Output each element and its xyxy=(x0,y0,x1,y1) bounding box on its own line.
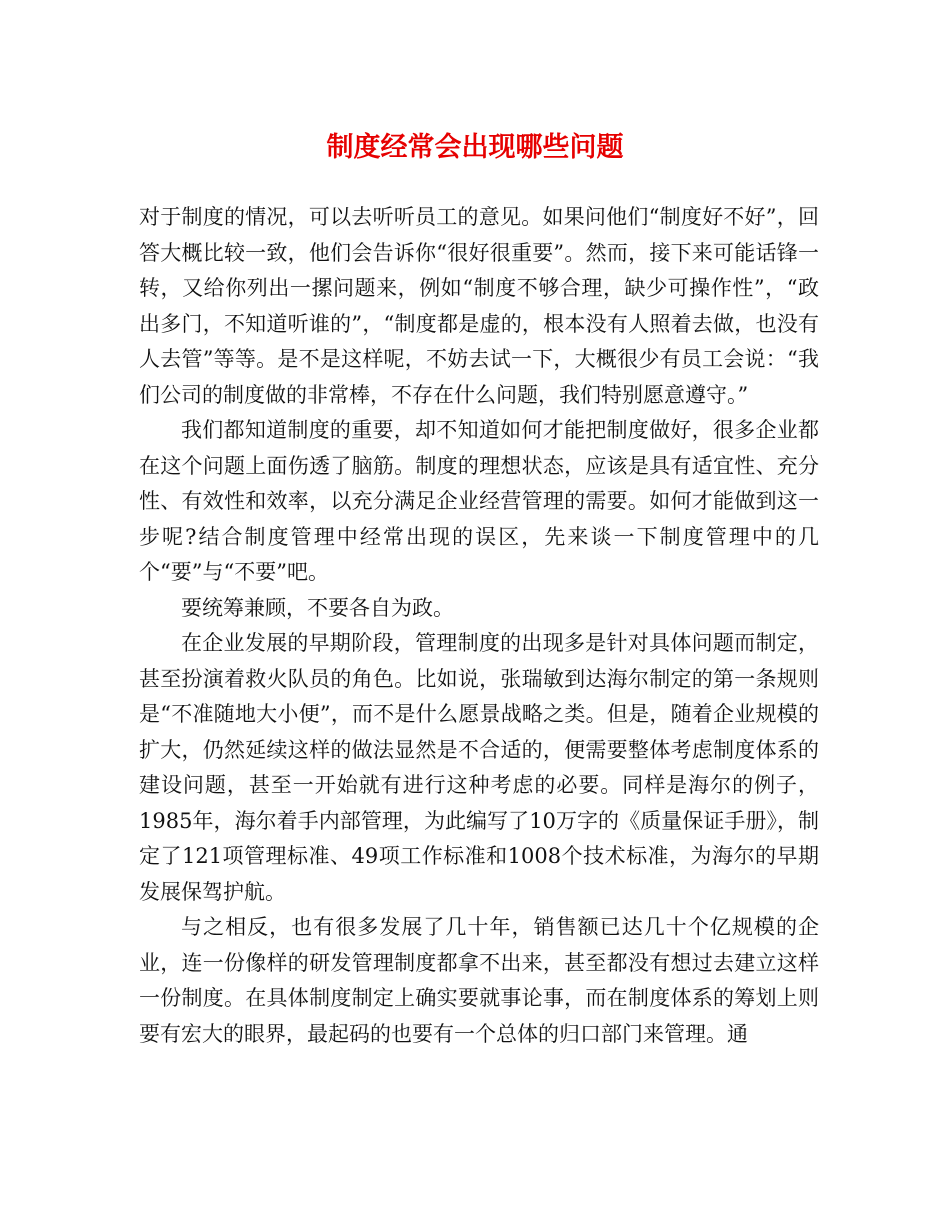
paragraph-3: 要统筹兼顾，不要各自为政。 xyxy=(181,595,454,620)
document-title: 制度经常会出现哪些问题 xyxy=(326,132,624,163)
paragraph-1: 对于制度的情况，可以去听听员工的意见。如果问他们“制度好不好”，回答大概比较一致，他们会告诉你“很好很重要”。然而，接下来可能话锋一转，又给你列出一摞问题来，例如“制度不够合理，缺少可操作性”，“政出多门，不知道听谁的”，“制度都是虚的，根本没有人照着去做，也没有人去管”等等。是不是这样呢，不妨去试一下，大概很少有员工会说：“我们公司的制度做的非常棒，不存在什么问题，我们特别愿意遵守。” xyxy=(139,205,819,407)
paragraph-5: 与之相反，也有很多发展了几十年，销售额已达几十个亿规模的企业，连一份像样的研发管理制度都拿不出来，甚至都没有想过去建立这样一份制度。在具体制度制定上确实要就事论事，而在制度体系的筹划上则要有宏大的眼界，最起码的也要有一个总体的归口部门来管理。通 xyxy=(139,915,819,1046)
document-body xyxy=(139,200,819,1052)
paragraph-4: 在企业发展的早期阶段，管理制度的出现多是针对具体问题而制定，甚至扮演着救火队员的角色。比如说，张瑞敏到达海尔制定的第一条规则是“不准随地大小便”，而不是什么愿景战略之类。但是，随着企业规模的扩大，仍然延续这样的做法显然是不合适的，便需要整体考虑制度体系的建设问题，甚至一开始就有进行这种考虑的必要。同样是海尔的例子，1985年，海尔着手内部管理，为此编写了10万字的《质量保证手册》，制定了121项管理标准、49项工作标准和1008个技术标准，为海尔的早期发展保驾护航。 xyxy=(139,631,819,904)
paragraph-2: 我们都知道制度的重要，却不知道如何才能把制度做好，很多企业都在这个问题上面伤透了脑筋。制度的理想状态，应该是具有适宜性、充分性、有效性和效率，以充分满足企业经营管理的需要。如何才能做到这一步呢?结合制度管理中经常出现的误区，先来谈一下制度管理中的几个“要”与“不要”吧。 xyxy=(139,418,819,584)
